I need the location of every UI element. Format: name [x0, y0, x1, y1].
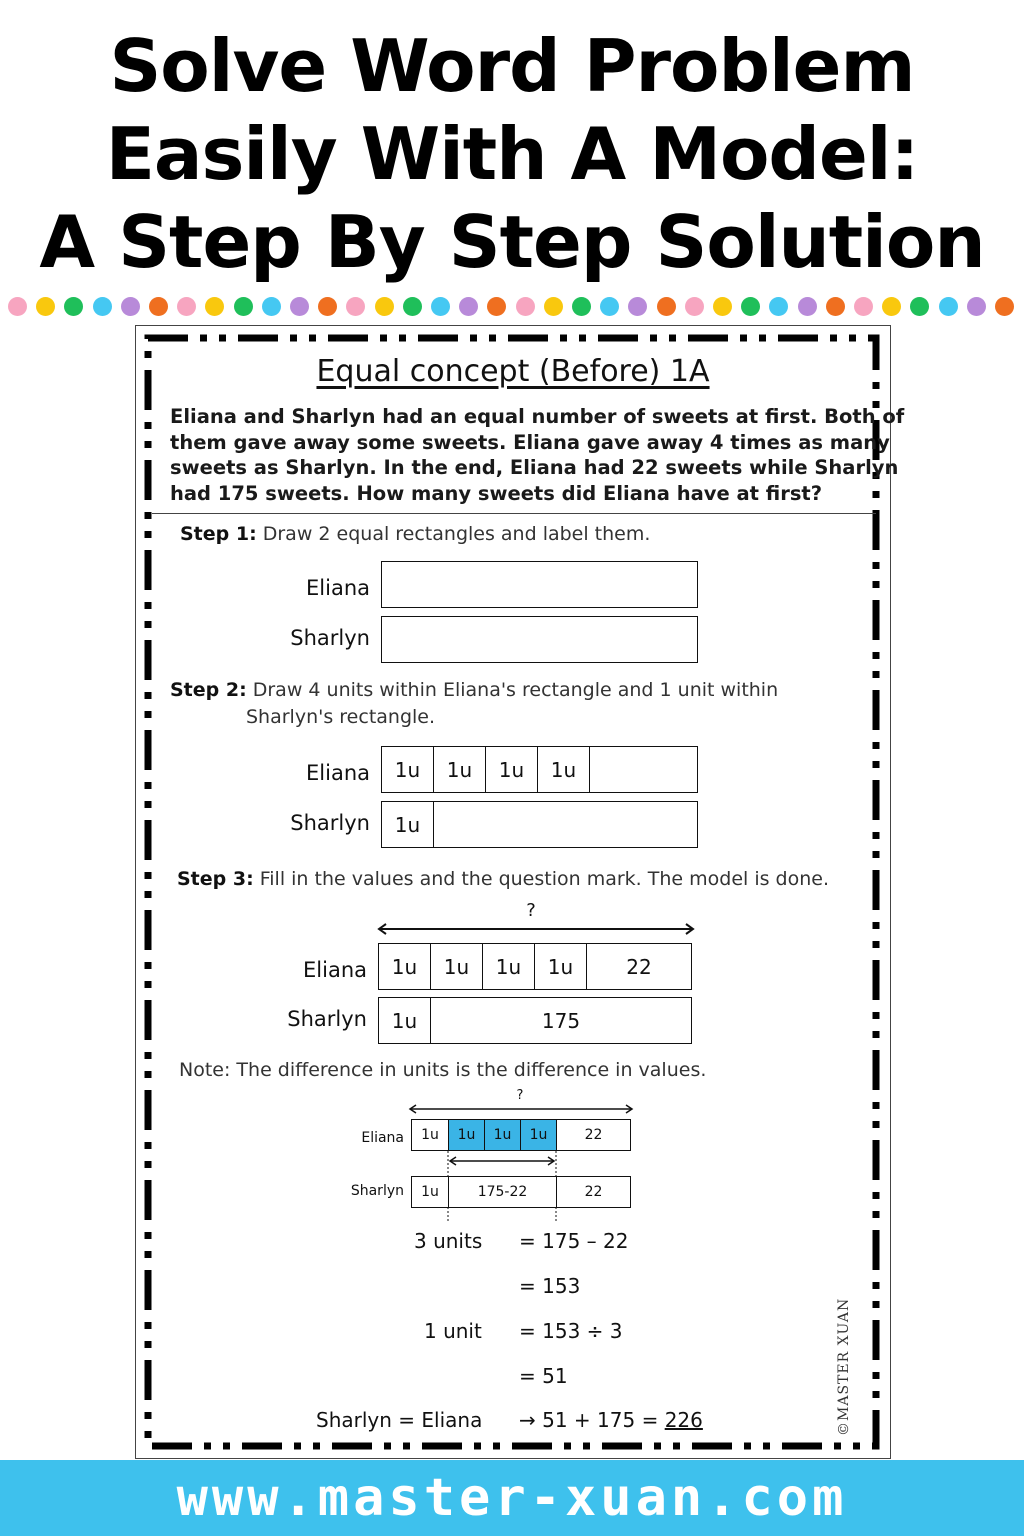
decorative-dot — [572, 297, 591, 316]
step-1 — [180, 523, 650, 545]
unit-cell: 1u — [431, 944, 483, 989]
working-3-units-label: 3 units — [414, 1229, 483, 1253]
value-cell: 22 — [584, 1184, 603, 1200]
decorative-dot — [854, 297, 873, 316]
label-sharlyn: Sharlyn — [290, 811, 370, 835]
decorative-dot — [318, 297, 337, 316]
step-1-text: Draw 2 equal rectangles and label them. — [262, 523, 651, 545]
step-1-label: Step 1: — [180, 523, 257, 545]
unit-cell: 1u — [379, 998, 431, 1043]
unit-cell: 1u — [538, 747, 590, 792]
unit-cell: 1u — [382, 802, 434, 847]
decorative-dot — [177, 297, 196, 316]
decorative-dot — [290, 297, 309, 316]
small-sharlyn-bar — [411, 1176, 631, 1208]
unit-cell: 1u — [434, 747, 486, 792]
label-eliana: Eliana — [306, 761, 370, 785]
problem-line: had 175 sweets. How many sweets did Eliana have at first? — [170, 481, 823, 505]
step-3-label: Step 3: — [177, 868, 254, 890]
decorative-dot — [995, 297, 1014, 316]
unit-cell: 1u — [412, 1120, 449, 1150]
unit-cell: 1u — [412, 1177, 449, 1207]
label-sharlyn: Sharlyn — [287, 1007, 367, 1031]
small-question-mark: ? — [516, 1088, 524, 1103]
working-line-3: = 153 ÷ 3 — [519, 1319, 623, 1343]
small-total-arrow — [408, 1103, 634, 1115]
problem-line: them gave away some sweets. Eliana gave away 4 times as many — [170, 430, 890, 454]
value-cell: 175 — [541, 1008, 581, 1033]
step-3 — [177, 868, 829, 890]
decorative-dot — [64, 297, 83, 316]
decorative-dot — [882, 297, 901, 316]
unit-cell: 1u — [535, 944, 587, 989]
small-eliana-bar — [411, 1119, 631, 1151]
decorative-dot — [93, 297, 112, 316]
highlighted-unit-cell: 1u — [485, 1120, 521, 1150]
eliana-rectangle — [381, 561, 698, 608]
empty-cell — [590, 747, 697, 792]
decorative-dot — [713, 297, 732, 316]
decorative-dot — [459, 297, 478, 316]
label-sharlyn: Sharlyn — [290, 626, 370, 650]
decorative-dot — [967, 297, 986, 316]
decorative-dot — [769, 297, 788, 316]
working-line-5 — [519, 1408, 703, 1432]
small-label-eliana: Eliana — [361, 1130, 404, 1146]
decorative-dot — [234, 297, 253, 316]
label-eliana: Eliana — [306, 576, 370, 600]
working-line-2: = 153 — [519, 1274, 581, 1298]
highlighted-unit-cell: 1u — [521, 1120, 557, 1150]
decorative-dot — [826, 297, 845, 316]
highlighted-unit-cell: 1u — [449, 1120, 485, 1150]
working-final-label: Sharlyn = Eliana — [316, 1408, 483, 1432]
decorative-dot — [544, 297, 563, 316]
working-line-1: = 175 – 22 — [519, 1229, 629, 1253]
decorative-dot — [121, 297, 140, 316]
decorative-dot — [149, 297, 168, 316]
problem-line: sweets as Sharlyn. In the end, Eliana had 22 sweets while Sharlyn — [170, 456, 899, 479]
working-1-unit-label: 1 unit — [424, 1319, 482, 1343]
decorative-dot — [910, 297, 929, 316]
label-eliana: Eliana — [303, 958, 367, 982]
decorative-dot — [685, 297, 704, 316]
value-cell: 22 — [626, 954, 652, 979]
sharlyn-rectangle — [381, 616, 698, 663]
question-mark: ? — [526, 900, 536, 921]
worksheet — [135, 325, 905, 1459]
decorative-dot — [262, 297, 281, 316]
small-label-sharlyn: Sharlyn — [350, 1183, 404, 1199]
decorative-dot — [516, 297, 535, 316]
eliana-bar — [381, 746, 698, 793]
decorative-dot — [36, 297, 55, 316]
difference-cell: 175-22 — [449, 1177, 557, 1207]
total-arrow — [376, 922, 696, 936]
sharlyn-bar — [381, 801, 698, 848]
website-url: www.master-xuan.com — [176, 1468, 848, 1528]
step-3-text: Fill in the values and the question mark. The model is done. — [259, 868, 830, 890]
step-2-label: Step 2: — [170, 679, 247, 701]
decorative-dot — [487, 297, 506, 316]
empty-cell — [434, 802, 697, 847]
unit-cell: 1u — [486, 747, 538, 792]
decorative-dot — [600, 297, 619, 316]
problem-line: Eliana and Sharlyn had an equal number of sweets at first. Both of — [170, 405, 905, 428]
value-cell: 22 — [584, 1127, 603, 1143]
title-line-3: A Step By Step Solution — [39, 200, 985, 284]
eliana-model-bar — [378, 943, 692, 990]
divider — [152, 513, 876, 514]
step-2-text-cont: Sharlyn's rectangle. — [246, 706, 436, 728]
sharlyn-model-bar — [378, 997, 692, 1044]
unit-cell: 1u — [382, 747, 434, 792]
page-title — [0, 22, 1024, 286]
title-line-2: Easily With A Model: — [105, 112, 919, 196]
unit-cell: 1u — [379, 944, 431, 989]
step-2 — [170, 679, 778, 701]
problem-text — [170, 404, 905, 506]
decorative-dot — [628, 297, 647, 316]
title-line-1: Solve Word Problem — [109, 24, 915, 108]
decorative-dot — [403, 297, 422, 316]
decorative-dot — [939, 297, 958, 316]
decorative-dot — [205, 297, 224, 316]
unit-cell: 1u — [483, 944, 535, 989]
decorative-dot — [741, 297, 760, 316]
step-2-text: Draw 4 units within Eliana's rectangle and 1 unit within — [252, 679, 779, 701]
note-text: Note: The difference in units is the difference in values. — [179, 1059, 707, 1081]
working-final-expression: → 51 + 175 = — [519, 1408, 659, 1432]
final-answer: 226 — [664, 1408, 703, 1432]
decorative-dot — [346, 297, 365, 316]
working-line-4: = 51 — [519, 1364, 568, 1388]
decorative-dot-row — [8, 297, 1018, 317]
decorative-dot — [375, 297, 394, 316]
worksheet-title: Equal concept (Before) 1A — [316, 354, 710, 389]
footer-banner — [0, 1460, 1024, 1536]
copyright-text: ©MASTER XUAN — [836, 1297, 852, 1436]
decorative-dot — [657, 297, 676, 316]
decorative-dot — [798, 297, 817, 316]
decorative-dot — [431, 297, 450, 316]
decorative-dot — [8, 297, 27, 316]
